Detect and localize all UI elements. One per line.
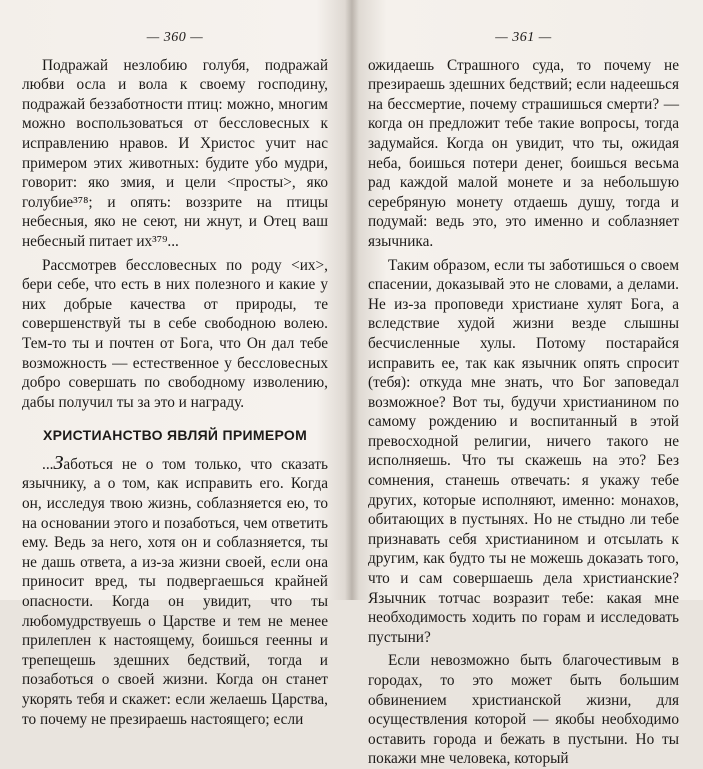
left-paragraph-2: Рассмотрев бессловесных по роду <их>, бери себе, что есть в них полезного и какие у них добрые качества от природы, те совершенствуй ты в себе свободною волею. Тем-то ты и почтен от Бога, что Он дал тебе возможность — естественное у бессловесных добро совершать по свободному изволению, дабы получил ты за это и награду. bbox=[22, 256, 328, 411]
right-paragraph-2: Таким образом, если ты заботишься о своем спасении, доказывай это не словами, а делами. Не из-за проповеди христиане хулят Бога, а вследствие худой жизни везде слышны бесчисленные хулы. Потому постарайся исправить ее, так как язычник опять спросит (тебя): откуда мне знать, что Бог заповедал возможное? Вот ты, будучи христианином по самому рождению и воспитанный в этой превосходной религии, ничего такого не исполняешь. Что ты скажешь на это? Без сомнения, станешь отвечать: я укажу тебе других, которые исполняют, именно: монахов, обитающих в пустынях. Но не стыдно ли тебе признавать себя христианином и отсылать к другим, как будто ты не можешь доказать того, что и сам совершаешь дела христианские? Язычник тотчас возразит тебе: какая мне необходимость ходить по горам и исследовать пустыни? bbox=[368, 256, 679, 646]
left-section-paragraph bbox=[22, 451, 328, 729]
left-page-number: — 360 — bbox=[146, 30, 204, 45]
section-text: аботься не о том только, что сказать язычнику, а о том, как исправить его. Когда он, исследуя твою жизнь, соблазняется ею, то на основании этого и позаботься, чем ответить ему. Ведь за него, хотя он и соблазняется, ты не дашь ответа, а из-за жизни своей, если она приносит вред, ты подвергаешься крайней опасности. Когда он увидит, что ты любомудрствуешь о Царстве и тем не менее прилеплен к настоящему, боишься геенны и трепещешь здешних бедствий, тогда и позаботься о своей жизни. Когда он станет укорять тебя и скажет: если желаешь Царства, то почему не презираешь настоящего; если bbox=[22, 455, 328, 728]
section-ellipsis: ... bbox=[42, 455, 54, 473]
section-dropcap: З bbox=[53, 451, 64, 474]
right-page-number: — 361 — bbox=[495, 30, 552, 45]
section-heading: ХРИСТИАНСТВО ЯВЛЯЙ ПРИМЕРОМ bbox=[42, 427, 308, 444]
right-page bbox=[354, 0, 703, 768]
right-paragraph-3: Если невозможно быть благочестивым в городах, то это может быть большим обвинением христианской жизни, для осуществления которой — якобы необходимо оставить города и бежать в пустыни. Но ты покажи мне человека, который bbox=[368, 652, 679, 768]
right-paragraph-1: ожидаешь Страшного суда, то почему не презираешь здешних бедствий; если надеешься на бессмертие, почему страшишься смерти? — когда он предложит тебе такие вопросы, тогда задумайся. Когда он увидит, что ты, ожидая неба, боишься потери денег, боишься весьма рад каждой малой монете и за небольшую серебряную монету отдаешь душу, тогда и подумай: ведь это, это именно и соблазняет язычника. bbox=[368, 56, 679, 250]
left-paragraph-1: Подражай незлобию голубя, подражай любви осла и вола к своему господину, подражай беззаботности птиц: можно, многим можно воспользоваться от бессловесных к исправлению нравов. И Христос учит нас примером этих животных: будите убо мудри, говорит: яко змия, и цели <просты>, яко голубие³⁷⁸; и опять: воззрите на птицы небесныя, яко не сеют, ни жнут, и Отец ваш небесный питает их³⁷⁹... bbox=[22, 56, 328, 250]
left-page bbox=[0, 0, 350, 728]
